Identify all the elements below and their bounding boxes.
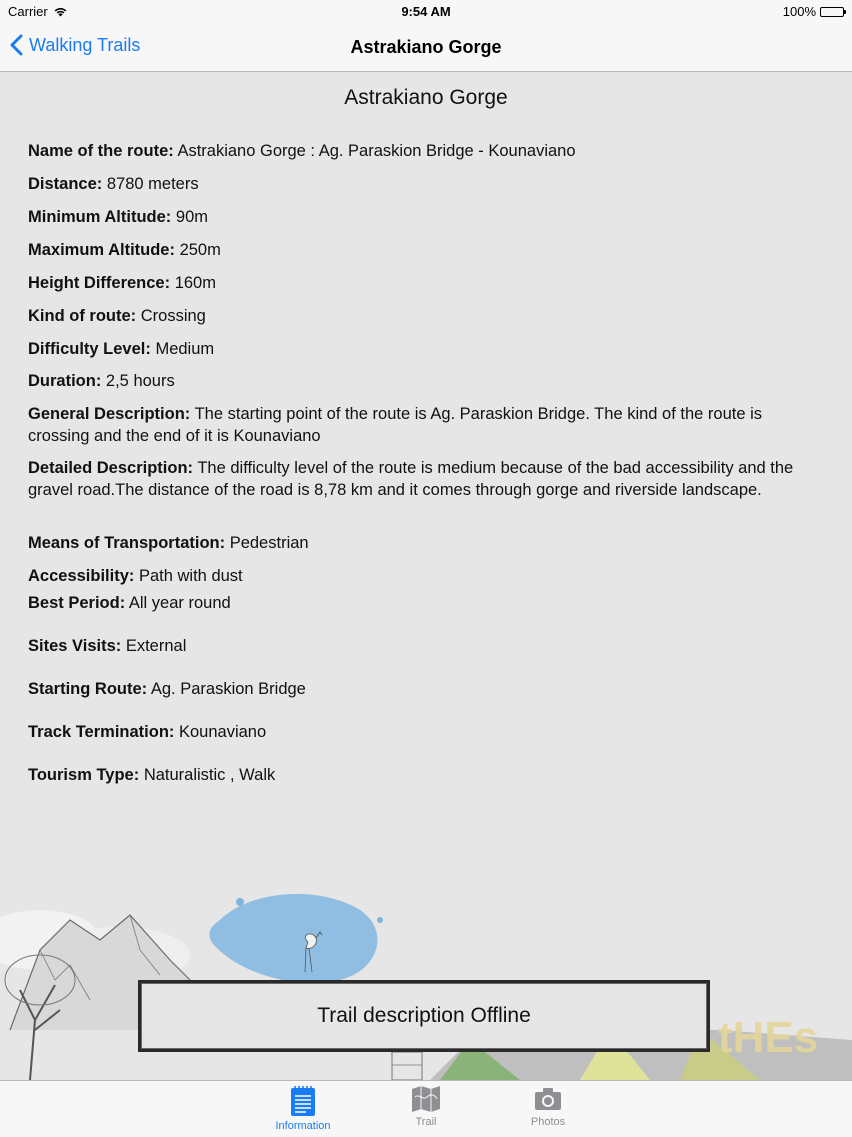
tab-bar <box>0 1080 852 1137</box>
field-distance: Distance: 8780 meters <box>28 175 199 193</box>
field-height-difference: Height Difference: 160m <box>28 274 216 292</box>
tab-information[interactable] <box>263 1085 343 1132</box>
offline-banner <box>138 980 710 1052</box>
carrier-label: Carrier <box>8 4 48 19</box>
camera-icon <box>533 1085 563 1113</box>
battery-icon <box>820 7 844 17</box>
status-battery <box>783 4 844 19</box>
field-difficulty: Difficulty Level: Medium <box>28 340 215 358</box>
tab-photos-label: Photos <box>530 1116 566 1128</box>
field-detailed-description: Detailed Description: The difficulty level of the route is medium because of the bad accessibility and the gravel road.The distance of the road is 8,78 km and it comes through gorge and riverside landscape. <box>28 459 794 499</box>
field-min-altitude: Minimum Altitude: 90m <box>28 208 208 226</box>
battery-percent: 100% <box>782 4 816 19</box>
field-track-termination: Track Termination: Kounaviano <box>28 723 267 741</box>
field-tourism-type: Tourism Type: Naturalistic , Walk <box>28 766 276 784</box>
offline-banner-text: Trail description Offline <box>317 1004 531 1027</box>
field-kind-of-route: Kind of route: Crossing <box>28 307 206 325</box>
back-button-label: Walking Trails <box>29 34 141 55</box>
field-duration: Duration: 2,5 hours <box>28 372 175 390</box>
nav-title: Astrakiano Gorge <box>350 37 502 57</box>
notepad-icon <box>290 1085 316 1117</box>
tab-photos[interactable] <box>508 1085 588 1128</box>
field-starting-route: Starting Route: Ag. Paraskion Bridge <box>28 680 306 698</box>
field-route-name: Name of the route: Astrakiano Gorge : Ag. Paraskion Bridge - Kounaviano <box>28 142 576 160</box>
tab-trail[interactable] <box>386 1085 466 1128</box>
field-general-description: General Description: The starting point of the route is Ag. Paraskion Bridge. The kind of the route is crossing and the end of it is Kounaviano <box>28 405 763 445</box>
field-sites-visits: Sites Visits: External <box>28 637 187 655</box>
status-bar <box>0 0 852 24</box>
status-time: 9:54 AM <box>401 4 451 19</box>
tab-trail-label: Trail <box>415 1116 437 1128</box>
svg-text:tHEs: tHEs <box>718 1013 819 1062</box>
tab-information-label: Information <box>275 1120 331 1132</box>
map-icon <box>411 1085 441 1113</box>
page-title: Astrakiano Gorge <box>344 86 508 109</box>
navigation-bar <box>0 24 852 72</box>
field-max-altitude: Maximum Altitude: 250m <box>28 241 221 259</box>
field-best-period: Best Period: All year round <box>28 594 231 612</box>
field-accessibility: Accessibility: Path with dust <box>28 567 243 585</box>
field-transportation: Means of Transportation: Pedestrian <box>28 534 309 552</box>
